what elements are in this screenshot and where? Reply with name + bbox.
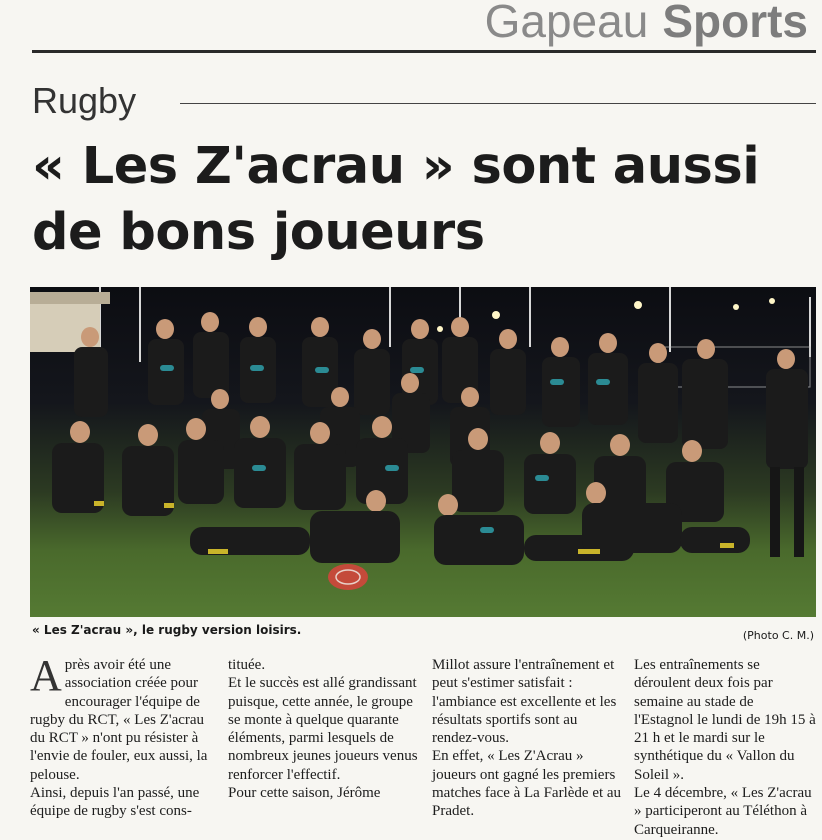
- section-name: Gapeau: [484, 0, 649, 47]
- team-photo-illustration: [30, 287, 816, 617]
- dropcap: A: [30, 651, 62, 700]
- photo-credit: (Photo C. M.): [742, 629, 814, 642]
- article-column-4: [634, 656, 816, 839]
- masthead-rule: [32, 50, 816, 53]
- team-photo: [30, 287, 816, 617]
- paragraph: tituée.: [228, 657, 266, 673]
- paragraph: Pour cette saison, Jérôme: [228, 785, 381, 802]
- photo-caption: « Les Z'acrau », le rugby version loisirs.: [32, 623, 302, 637]
- article-headline: « Les Z'acrau » sont aussi de bons joueurs: [32, 137, 760, 262]
- article-column-2: [228, 656, 418, 802]
- rubric-label: Rugby: [32, 80, 137, 121]
- paragraph: près avoir été une association créée pour encourager l'équipe de rugby du RCT, « Les Z'acrau du RCT » n'ont pu résister à l'envie de fouler, eux aussi, la pelouse.: [30, 657, 208, 783]
- subsection-name: Sports: [662, 0, 808, 47]
- article-column-1: [30, 651, 220, 821]
- paragraph: Millot assure l'entraînement et peut s'estimer satisfait : l'ambiance est excellente et les résultats sportifs sont au rendez-vous.: [432, 657, 617, 747]
- article-column-3: [432, 656, 622, 821]
- paragraph: Ainsi, depuis l'an passé, une équipe de rugby s'est cons-: [30, 785, 200, 820]
- masthead: [485, 0, 808, 48]
- paragraph: Le 4 décembre, « Les Z'acrau » participeront au Téléthon à Carqueiranne.: [634, 785, 812, 838]
- paragraph: En effet, « Les Z'Acrau » joueurs ont gagné les premiers matches face à La Farlède et au Pradet.: [432, 748, 622, 820]
- paragraph: Et le succès est allé grandissant puisque, cette année, le groupe se monte à quelque quarante éléments, parmi lesquels de nombreux jeunes joueurs venus renforcer l'effectif.: [228, 675, 418, 783]
- paragraph: Les entraînements se déroulent deux fois par semaine au stade de l'Estagnol le lundi de 19h 15 à 21 h et le mardi sur le synthétique du « Vallon du Soleil ».: [634, 657, 816, 783]
- rubric-rule: [180, 103, 816, 104]
